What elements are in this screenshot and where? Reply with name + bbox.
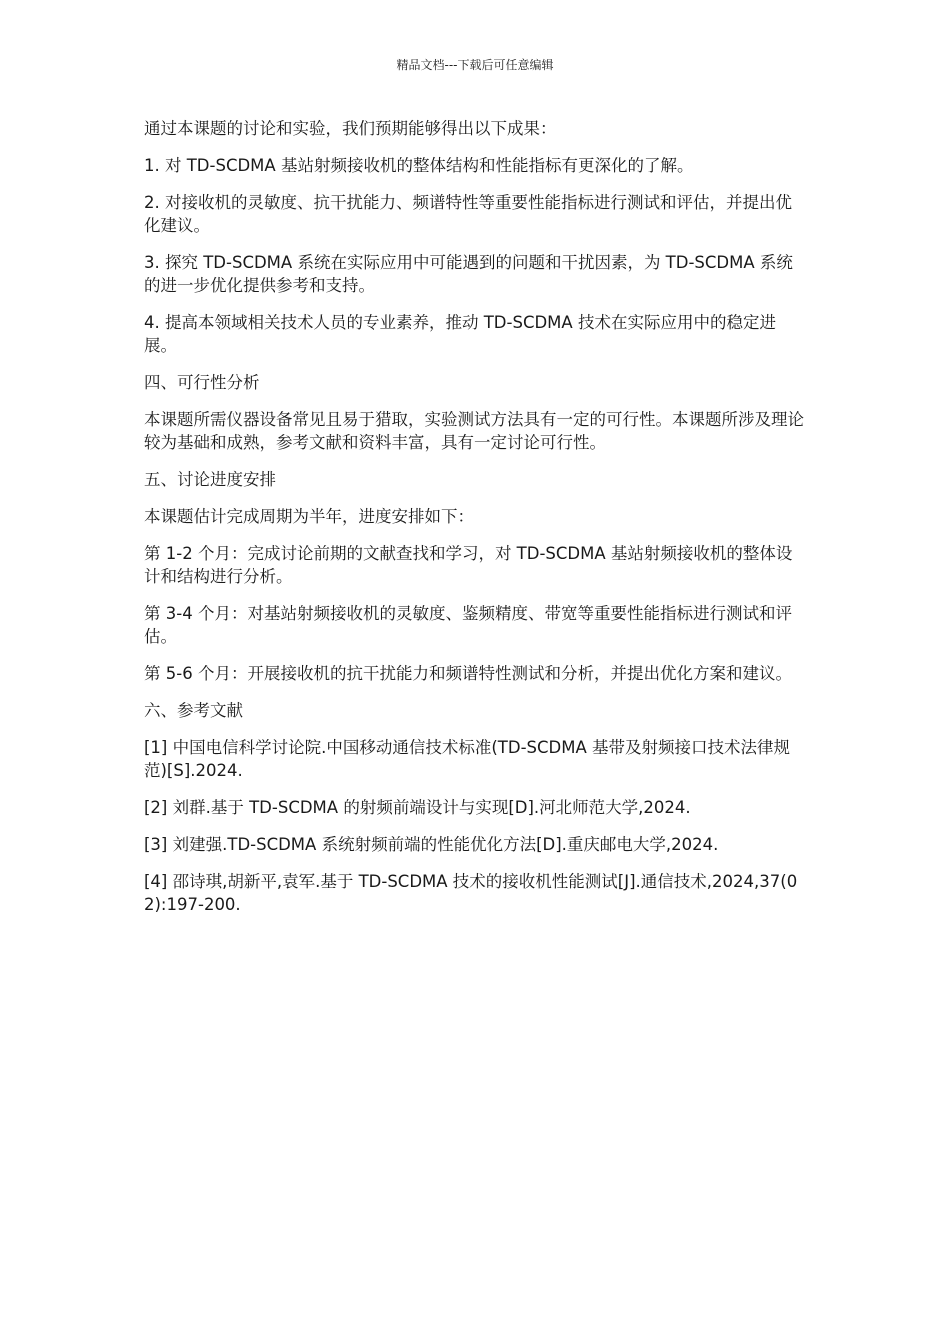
schedule-intro: 本课题估计完成周期为半年，进度安排如下： bbox=[144, 507, 474, 526]
feasibility-paragraph: 本课题所需仪器设备常见且易于猎取，实验测试方法具有一定的可行性。本课题所涉及理论较为基础和成熟，参考文献和资料丰富，具有一定讨论可行性。 bbox=[144, 410, 804, 452]
outcome-item-1: 1. 对 TD-SCDMA 基站射频接收机的整体结构和性能指标有更深化的了解。 bbox=[144, 156, 694, 175]
schedule-item-2: 第 3-4 个月：对基站射频接收机的灵敏度、鉴频精度、带宽等重要性能指标进行测试和评估。 bbox=[144, 604, 792, 646]
schedule-item-3: 第 5-6 个月：开展接收机的抗干扰能力和频谱特性测试和分析，并提出优化方案和建议。 bbox=[144, 664, 792, 683]
page-header: 精品文档---下载后可任意编辑 bbox=[396, 58, 554, 72]
intro-paragraph: 通过本课题的讨论和实验，我们预期能够得出以下成果： bbox=[144, 119, 557, 138]
outcome-item-4: 4. 提高本领域相关技术人员的专业素养，推动 TD-SCDMA 技术在实际应用中的稳定进展。 bbox=[144, 313, 776, 355]
reference-item-2: [2] 刘群.基于 TD-SCDMA 的射频前端设计与实现[D].河北师范大学,2024. bbox=[144, 798, 691, 817]
section-heading-feasibility: 四、可行性分析 bbox=[144, 373, 260, 392]
reference-item-3: [3] 刘建强.TD-SCDMA 系统射频前端的性能优化方法[D].重庆邮电大学,2024. bbox=[144, 835, 719, 854]
section-heading-schedule: 五、讨论进度安排 bbox=[144, 470, 276, 489]
outcome-item-2: 2. 对接收机的灵敏度、抗干扰能力、频谱特性等重要性能指标进行测试和评估，并提出优化建议。 bbox=[144, 193, 792, 235]
reference-item-1: [1] 中国电信科学讨论院.中国移动通信技术标准(TD-SCDMA 基带及射频接口技术法律规范)[S].2024. bbox=[144, 738, 791, 780]
schedule-item-1: 第 1-2 个月：完成讨论前期的文献查找和学习，对 TD-SCDMA 基站射频接收机的整体设计和结构进行分析。 bbox=[144, 544, 793, 586]
reference-item-4: [4] 邵诗琪,胡新平,袁军.基于 TD-SCDMA 技术的接收机性能测试[J].通信技术,2024,37(02):197-200. bbox=[144, 872, 798, 914]
section-heading-references: 六、参考文献 bbox=[144, 701, 243, 720]
document-body bbox=[144, 117, 804, 930]
outcome-item-3: 3. 探究 TD-SCDMA 系统在实际应用中可能遇到的问题和干扰因素，为 TD-SCDMA 系统的进一步优化提供参考和支持。 bbox=[144, 253, 793, 295]
